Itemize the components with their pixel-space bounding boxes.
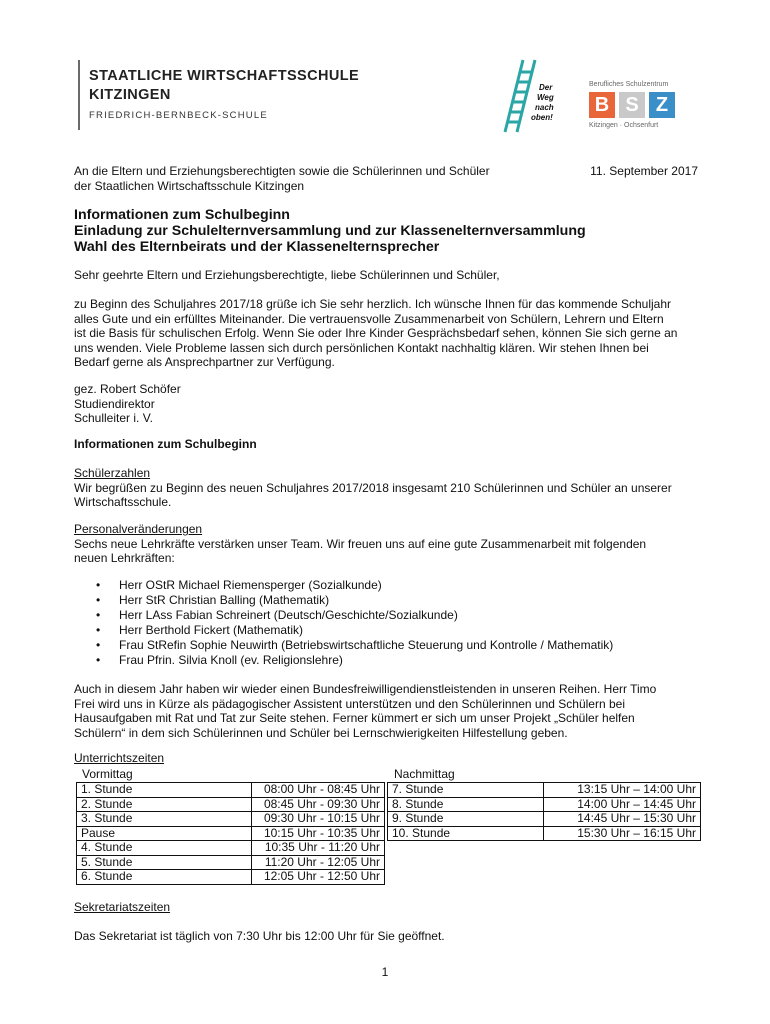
afternoon-timetable: [387, 782, 701, 841]
letter-date: 11. September 2017: [590, 164, 698, 178]
table-row: 7. Stunde 13:15 Uhr – 14:00 Uhr: [388, 783, 701, 798]
bsz-logo-s: S: [619, 92, 645, 118]
list-item: • Herr OStR Michael Riemensperger (Sozialkunde): [74, 578, 613, 593]
table-row: 4. Stunde 10:35 Uhr - 11:20 Uhr: [77, 841, 385, 856]
table-row: 2. Stunde 08:45 Uhr - 09:30 Uhr: [77, 797, 385, 812]
schuelerzahlen-title: Schülerzahlen: [74, 466, 151, 480]
unterricht-title: Unterrichtszeiten: [74, 751, 165, 765]
afternoon-label: Nachmittag: [394, 767, 455, 781]
ladder-text-4: oben!: [531, 113, 553, 122]
table-row: Pause 10:15 Uhr - 10:35 Uhr: [77, 826, 385, 841]
ladder-text-3: nach: [535, 103, 554, 112]
teacher-list: [74, 578, 613, 668]
personal-title: Personalveränderungen: [74, 522, 203, 536]
schuelerzahlen-section: Schülerzahlen Wir begrüßen zu Beginn des neuen Schuljahres 2017/2018 insgesamt 210 Schülerinnen und Schüler an unserer Wirtschaftsschule.: [74, 466, 672, 509]
recipient: An die Eltern und Erziehungsberechtigten sowie die Schülerinnen und Schüler der Staatlichen Wirtschaftsschule Kitzingen: [74, 164, 490, 193]
school-subname: FRIEDRICH-BERNBECK-SCHULE: [89, 110, 268, 121]
school-name: STAATLICHE WIRTSCHAFTSSCHULE KITZINGEN: [89, 68, 360, 103]
list-item: • Herr StR Christian Balling (Mathematik): [74, 593, 613, 608]
intro-paragraph: zu Beginn des Schuljahres 2017/18 grüße ich Sie sehr herzlich. Ich wünsche Ihnen für das kommende Schuljahr alles Gute und ein erfülltes Miteinander. Die vertrauensvolle Zusammenarbeit von Schülern, Lehrern und Eltern ist die Basis für schulischen Erfolg. Wenn Sie oder Ihre Kinder Gesprächsbedarf sehen, können Sie sich gerne an uns wenden. Viele Probleme lassen sich durch persönlichen Kontakt nachhaltig klären. Wir stehen Ihnen bei Bedarf gerne als Ansprechpartner zur Verfügung.: [74, 297, 678, 369]
table-row: 5. Stunde 11:20 Uhr - 12:05 Uhr: [77, 855, 385, 870]
sekretariat-text: Das Sekretariat ist täglich von 7:30 Uhr bis 12:00 Uhr für Sie geöffnet.: [74, 929, 445, 943]
section-title: Informationen zum Schulbeginn: [74, 437, 257, 451]
bsz-location: Kitzingen · Ochsenfurt: [589, 122, 659, 129]
list-item: • Frau Pfrin. Silvia Knoll (ev. Religionslehre): [74, 653, 613, 668]
ladder-text-1: Der: [539, 83, 553, 92]
table-row: 6. Stunde 12:05 Uhr - 12:50 Uhr: [77, 870, 385, 885]
bsz-logo-b: B: [589, 92, 615, 118]
table-row: 8. Stunde 14:00 Uhr – 14:45 Uhr: [388, 797, 701, 812]
page-number: 1: [381, 965, 389, 979]
table-row: 3. Stunde 09:30 Uhr - 10:15 Uhr: [77, 812, 385, 827]
bsz-logo-z: Z: [649, 92, 675, 118]
list-item: • Herr LAss Fabian Schreinert (Deutsch/Geschichte/Sozialkunde): [74, 608, 613, 623]
bsz-caption: Berufliches Schulzentrum: [589, 81, 669, 88]
ladder-logo-icon: [497, 58, 559, 134]
list-item: • Frau StRefin Sophie Neuwirth (Betriebswirtschaftliche Steuerung und Kontrolle / Mathematik): [74, 638, 613, 653]
signature: gez. Robert Schöfer Studiendirektor Schulleiter i. V.: [74, 382, 181, 425]
letter-headings: Informationen zum Schulbeginn Einladung zur Schulelternversammlung und zur Klassenelternversammlung Wahl des Elternbeirats und der Klassenelternsprecher: [74, 207, 586, 255]
table-row: 10. Stunde 15:30 Uhr – 16:15 Uhr: [388, 826, 701, 841]
morning-timetable: [76, 782, 385, 885]
list-item: • Herr Berthold Fickert (Mathematik): [74, 623, 613, 638]
sekretariat-title: Sekretariatszeiten: [74, 900, 171, 914]
ladder-text-2: Weg: [537, 93, 554, 102]
table-row: 1. Stunde 08:00 Uhr - 08:45 Uhr: [77, 783, 385, 798]
salutation: Sehr geehrte Eltern und Erziehungsberechtigte, liebe Schülerinnen und Schüler,: [74, 268, 500, 282]
bfd-paragraph: Auch in diesem Jahr haben wir wieder einen Bundesfreiwilligendienstleistenden in unseren Reihen. Herr Timo Frei wird uns in Kürze als pädagogischer Assistent unterstützen und den Schülerinnen und Schülern bei Hausaufgaben mit Rat und Tat zur Seite stehen. Ferner kümmert er sich um unser Projekt „Schüler helfen Schülern“ in dem sich Schülerinnen und Schüler bei Lernschwierigkeiten Hilfestellung geben.: [74, 682, 657, 740]
personal-section: Personalveränderungen Sechs neue Lehrkräfte verstärken unser Team. Wir freuen uns auf eine gute Zusammenarbeit mit folgenden neuen Lehrkräften:: [74, 522, 647, 565]
morning-label: Vormittag: [82, 767, 133, 781]
table-row: 9. Stunde 14:45 Uhr – 15:30 Uhr: [388, 812, 701, 827]
letterhead-divider: [78, 60, 80, 130]
